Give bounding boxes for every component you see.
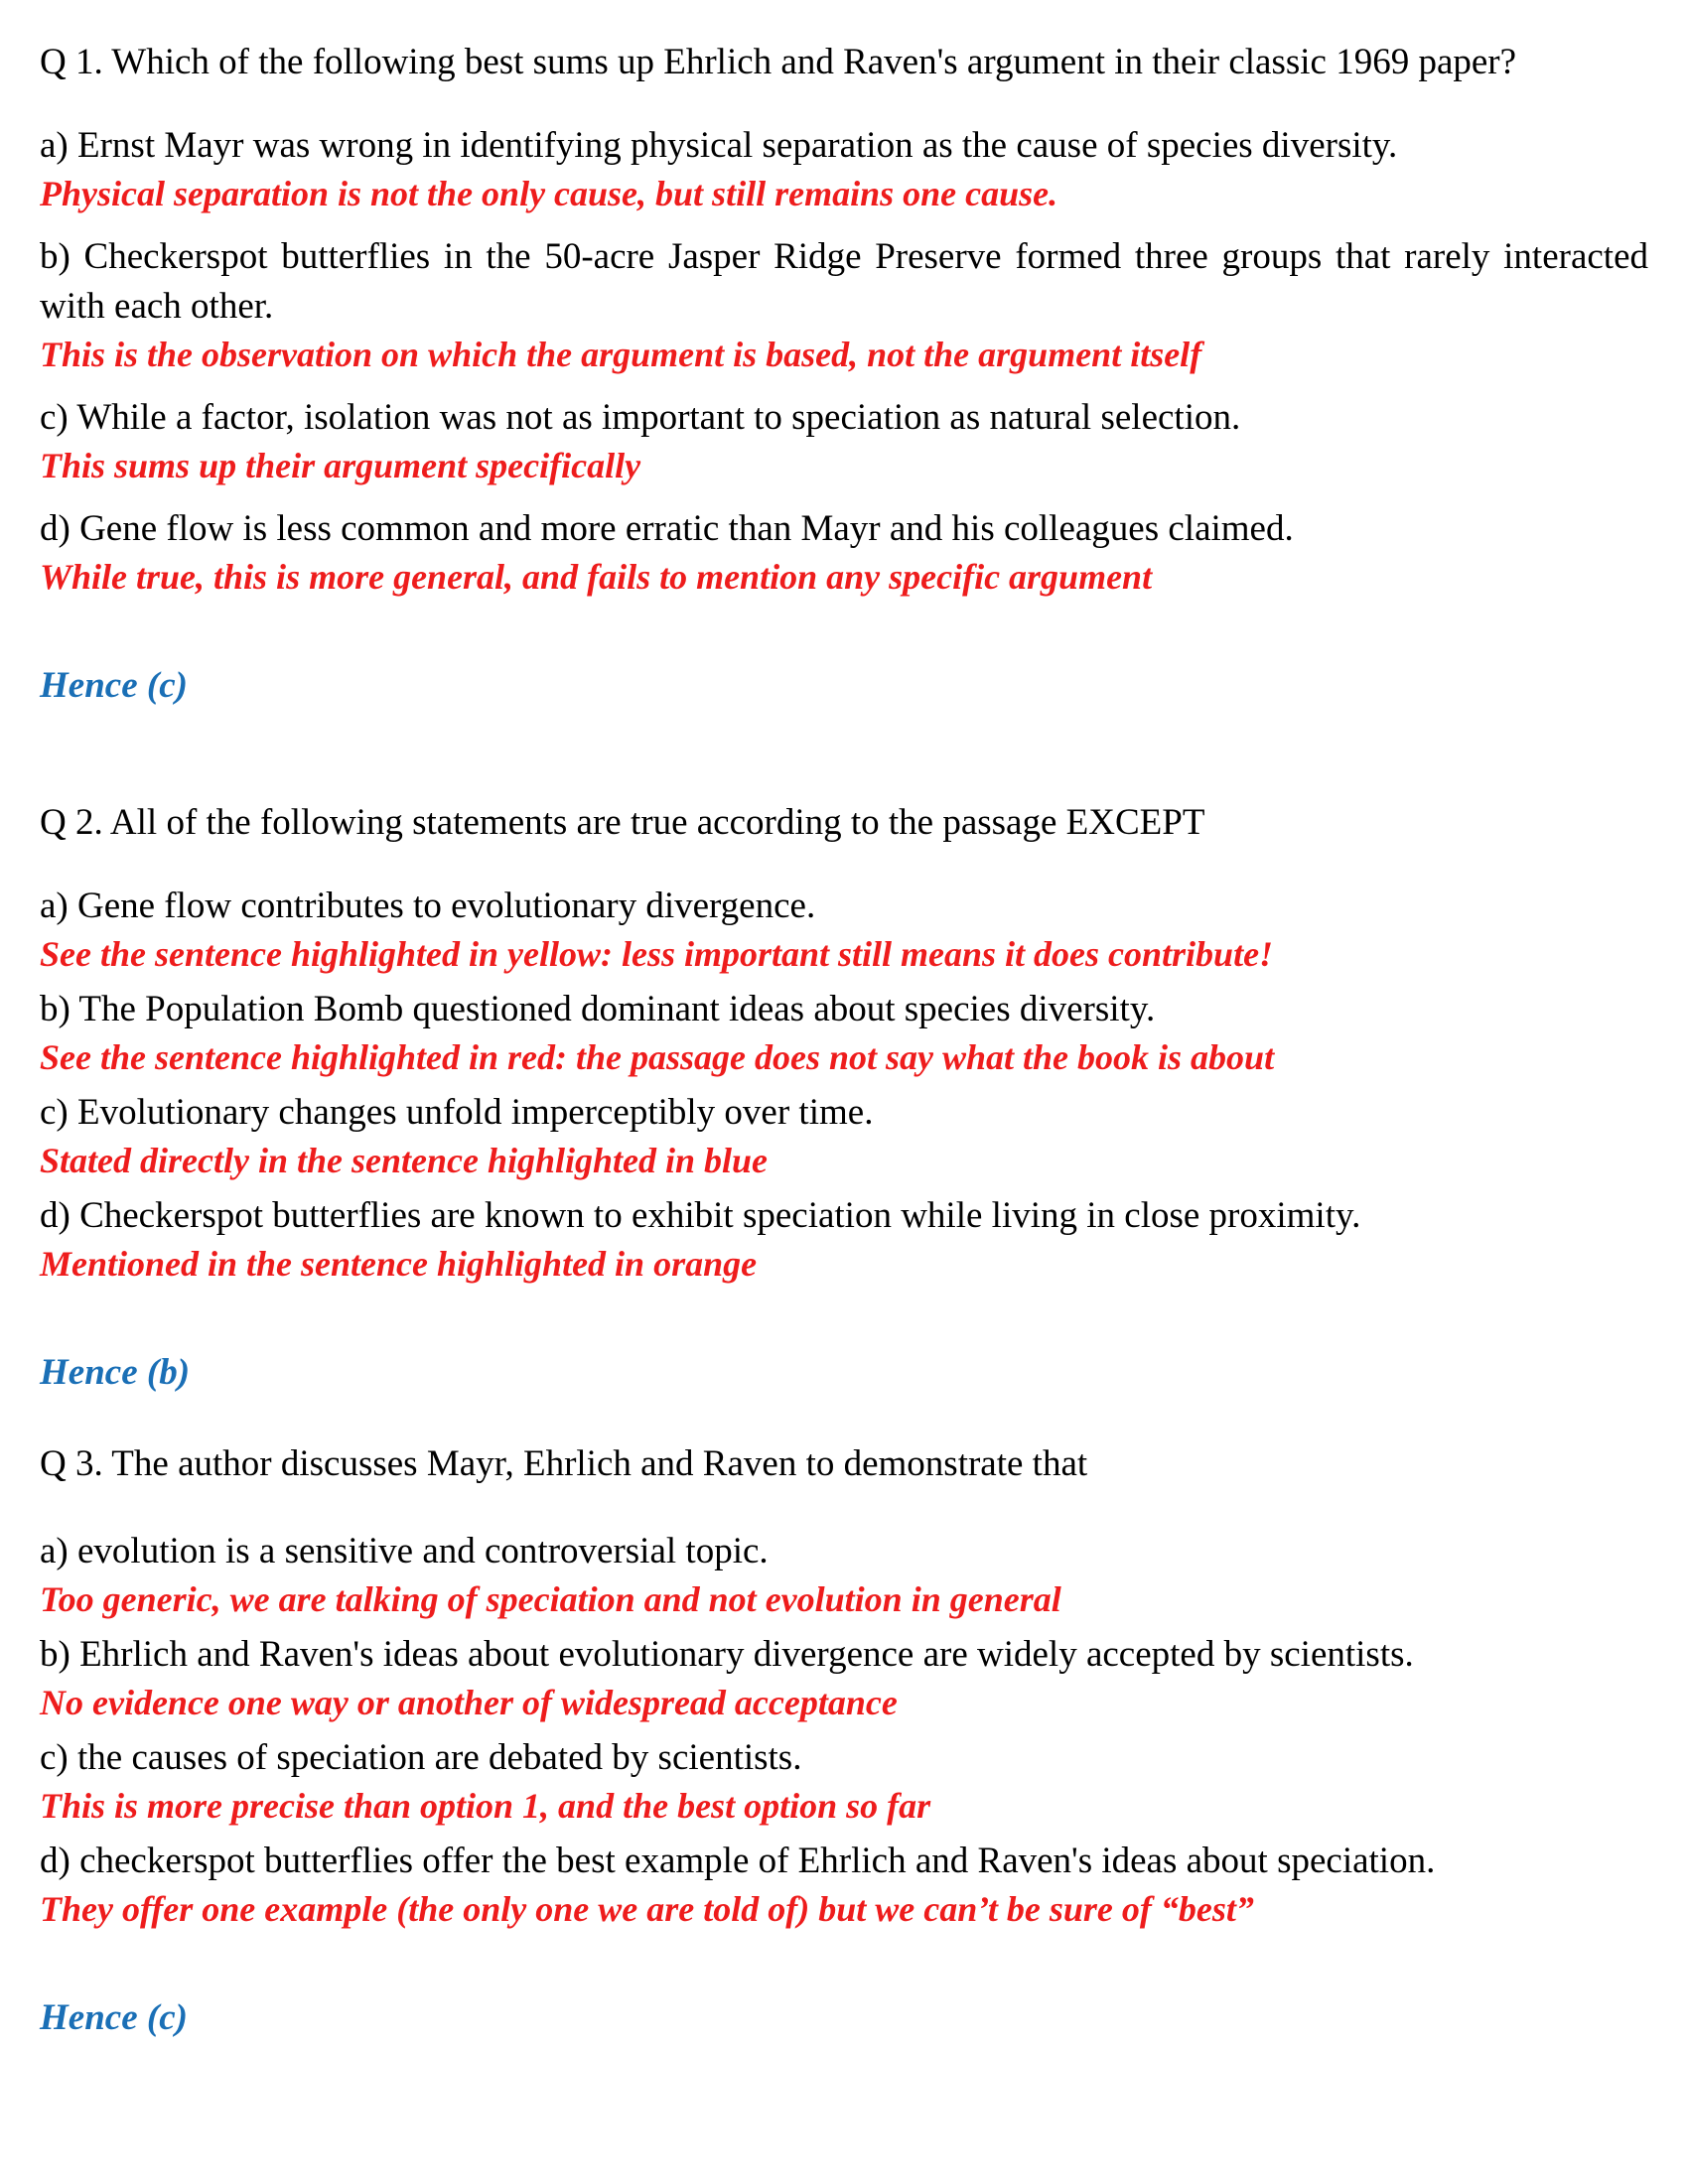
document-page <box>40 38 1648 2043</box>
question-3 <box>40 1439 1648 2043</box>
question-prompt: Q 2. All of the following statements are true according to the passage EXCEPT <box>40 802 1205 843</box>
option-d-explanation: Mentioned in the sentence highlighted in orange <box>40 1244 758 1284</box>
question-prompt: Q 3. The author discusses Mayr, Ehrlich and Raven to demonstrate that <box>40 1443 1088 1484</box>
question-prompt: Q 1. Which of the following best sums up Ehrlich and Raven's argument in their classic 1969 paper? <box>40 42 1517 82</box>
option-d: d) checkerspot butterflies offer the best example of Ehrlich and Raven's ideas about speciation. <box>40 1841 1436 1881</box>
answer-line: Hence (b) <box>40 1352 191 1393</box>
option-c-explanation: This sums up their argument specifically <box>40 446 641 485</box>
option-c: c) the causes of speciation are debated by scientists. <box>40 1737 802 1778</box>
option-c: c) While a factor, isolation was not as important to speciation as natural selection. <box>40 397 1241 438</box>
option-a-explanation: Too generic, we are talking of speciation and not evolution in general <box>40 1579 1061 1619</box>
option-a: a) Gene flow contributes to evolutionary divergence. <box>40 886 816 926</box>
option-b: b) Checkerspot butterflies in the 50-acre Jasper Ridge Preserve formed three groups that rarely interacted with each other. <box>40 236 1648 327</box>
option-d-explanation: They offer one example (the only one we are told of) but we can’t be sure of “best” <box>40 1889 1254 1929</box>
option-d: d) Gene flow is less common and more erratic than Mayr and his colleagues claimed. <box>40 508 1294 549</box>
option-c: c) Evolutionary changes unfold imperceptibly over time. <box>40 1092 874 1133</box>
option-b-explanation: This is the observation on which the argument is based, not the argument itself <box>40 335 1202 374</box>
answer-line: Hence (c) <box>40 665 188 706</box>
option-b: b) Ehrlich and Raven's ideas about evolutionary divergence are widely accepted by scientists. <box>40 1634 1414 1675</box>
option-b-explanation: See the sentence highlighted in red: the passage does not say what the book is about <box>40 1037 1275 1077</box>
option-a-explanation: See the sentence highlighted in yellow: less important still means it does contribute! <box>40 934 1274 974</box>
option-b-explanation: No evidence one way or another of widespread acceptance <box>40 1683 898 1722</box>
option-d: d) Checkerspot butterflies are known to exhibit speciation while living in close proximity. <box>40 1195 1361 1236</box>
option-a: a) Ernst Mayr was wrong in identifying physical separation as the cause of species diversity. <box>40 125 1398 166</box>
option-c-explanation: Stated directly in the sentence highlighted in blue <box>40 1141 769 1180</box>
option-b: b) The Population Bomb questioned dominant ideas about species diversity. <box>40 989 1156 1029</box>
question-2 <box>40 798 1648 1398</box>
option-c-explanation: This is more precise than option 1, and the best option so far <box>40 1786 931 1826</box>
answer-line: Hence (c) <box>40 1997 188 2038</box>
question-1 <box>40 38 1648 711</box>
option-d-explanation: While true, this is more general, and fails to mention any specific argument <box>40 557 1153 597</box>
option-a-explanation: Physical separation is not the only cause, but still remains one cause. <box>40 174 1058 213</box>
option-a: a) evolution is a sensitive and controversial topic. <box>40 1531 769 1571</box>
